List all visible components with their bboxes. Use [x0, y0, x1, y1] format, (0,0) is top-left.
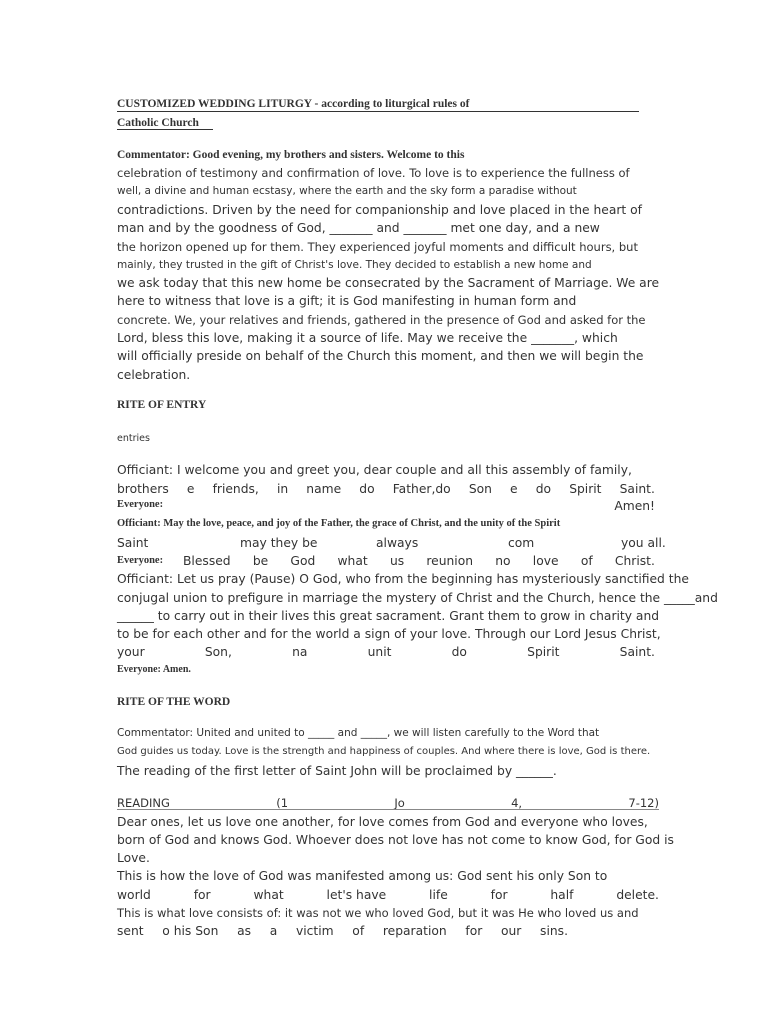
- commentator-united: Commentator: United and united to _____ and _____, we will listen carefully to the Word that: [117, 727, 600, 739]
- intro-line-6: mainly, they trusted in the gift of Christ's love. They decided to establish a new home and: [117, 259, 592, 271]
- intro-line-2: well, a divine and human ecstasy, where the earth and the sky form a paradise without: [117, 185, 577, 197]
- heading-rite-of-entry: RITE OF ENTRY: [117, 399, 207, 411]
- reading-line-2: born of God and knows God. Whoever does not love has not come to know God, for God is: [117, 833, 674, 847]
- subtitle-underline: [117, 129, 213, 130]
- reading-line-3: Love.: [117, 851, 150, 865]
- pray-line-2: conjugal union to prefigure in marriage the mystery of Christ and the Church, hence the _____and: [117, 591, 718, 605]
- reading-underline: [117, 809, 659, 810]
- officiant-love: Officiant: May the love, peace, and joy of the Father, the grace of Christ, and the unity of the Spirit: [117, 518, 561, 529]
- entries-label: entries: [117, 433, 150, 444]
- reading-proclaimed: The reading of the first letter of Saint John will be proclaimed by ______.: [117, 764, 557, 778]
- heading-rite-of-the-word: RITE OF THE WORD: [117, 696, 231, 708]
- intro-line-11: will officially preside on behalf of the Church this moment, and then we will begin the: [117, 349, 644, 363]
- love-consists: This is what love consists of: it was not we who loved God, but it was He who loved us and: [117, 906, 639, 920]
- document-page: CUSTOMIZED WEDDING LITURGY - according to liturgical rules of Catholic Church Commentator: Good evening, my brothers and sisters. Welcome to this celebration of testimony and confirmation of love. To love is to experience the fullness of well, a divine and human ecstasy, where the earth and the sky form a paradise without contradictions. Driven by the need for companionship and love placed in the heart of man and by the goodness of God, _______ and _______ met one day, and a new the horizon opened up for them. They experienced joyful moments and difficult hours, but mainly, they trusted in the gift of Christ's love. They decided to establish a new home and we ask today that this new home be consecrated by the Sacrament of Marriage. We are here to witness that love is a gift; it is God manifesting in human form and concrete. We, your relatives and friends, gathered in the presence of God and asked for the Lord, bless this love, making it a source of life. May we receive the _______, which will officially preside on behalf of the Church this moment, and then we will begin the celebration. RITE OF ENTRY entries Officiant: I welcome you and greet you, dear couple and all this assembly of family, brothers e friends, in name do Father,do Son e do Spirit Saint. Everyone: Amen! Officiant: May the love, peace, and joy of the Father, the grace of Christ, and the unity of the Spirit Saint may they be always com you all. Everyone: Blessed be God what us reunion no love of Christ. Officiant: Let us pray (Pause) O God, who from the beginning has mysteriously sanctified the conjugal union to prefigure in marriage the mystery of Christ and the Church, hence the _____and ______ to carry out in their lives this great sacrament. Grant them to grow in charity and to be for each other and for the world a sign of your love. Through our Lord Jesus Christ, your Son, na unit do Spirit Saint. Everyone: Amen. RITE OF THE WORD Commentator: United and united to _____ and _____, we will listen carefully to the Word that God guides us today. Love is the strength and happiness of couples. And where there is love, God is there. The reading of the first letter of Saint John will be proclaimed by ______. READING (1 Jo 4, 7-12) Dear ones, let us love one another, for love comes from God and everyone who loves, born of God and knows God. Whoever does not love has not come to know God, for God is Love. This is how the love of God was manifested among us: God sent his only Son to world for what let's have life for half delete. This is what love consists of: it was not we who loved God, but it was He who loved us and sent o his Son as a victim of reparation for our sins.: [117, 98, 718, 938]
- everyone-label: Everyone:: [117, 499, 164, 510]
- intro-line-12: celebration.: [117, 368, 191, 382]
- reading-line-4: This is how the love of God was manifested among us: God sent his only Son to: [117, 869, 608, 883]
- title-line-1: CUSTOMIZED WEDDING LITURGY - according to liturgical rules of: [117, 98, 470, 110]
- intro-line-4: man and by the goodness of God, _______ and _______ met one day, and a new: [117, 221, 600, 235]
- intro-line-8: here to witness that love is a gift; it is God manifesting in human form and: [117, 294, 577, 308]
- officiant-welcome: Officiant: I welcome you and greet you, dear couple and all this assembly of family,: [117, 463, 632, 477]
- your-son-line: your Son, na unit do Spirit Saint.: [117, 645, 655, 659]
- document-title: [117, 98, 469, 110]
- reading-reference: READING (1 Jo 4, 7-12): [117, 796, 659, 810]
- intro-line-9: concrete. We, your relatives and friends, gathered in the presence of God and asked for the: [117, 313, 646, 327]
- pray-line-3: ______ to carry out in their lives this great sacrament. Grant them to grow in charity and: [117, 609, 660, 623]
- pray-line-4: to be for each other and for the world a sign of your love. Through our Lord Jesus Christ,: [117, 627, 661, 641]
- title-line-2: Catholic Church: [117, 117, 199, 129]
- everyone-amen: Everyone: Amen.: [117, 664, 191, 675]
- welcome-line-2: brothers e friends, in name do Father,do Son e do Spirit Saint.: [117, 482, 655, 496]
- document-subtitle: [117, 117, 199, 129]
- intro-line-1: celebration of testimony and confirmation of love. To love is to experience the fullness of: [117, 166, 630, 180]
- commentator-intro: Commentator: Good evening, my brothers and sisters. Welcome to this: [117, 149, 465, 161]
- sent-line: sent o his Son as a victim of reparation for our sins.: [117, 924, 568, 938]
- intro-line-5: the horizon opened up for them. They experienced joyful moments and difficult hours, but: [117, 240, 638, 254]
- world-line: world for what let's have life for half delete.: [117, 888, 659, 902]
- intro-line-7: we ask today that this new home be consecrated by the Sacrament of Marriage. We are: [117, 276, 660, 290]
- god-guides: God guides us today. Love is the strength and happiness of couples. And where there is love, God is there.: [117, 746, 651, 757]
- everyone-amen-line: [117, 499, 655, 513]
- reading-line-1: Dear ones, let us love one another, for love comes from God and everyone who loves,: [117, 815, 648, 829]
- amen-exclaim: Amen!: [614, 499, 655, 513]
- title-underline: [117, 111, 639, 112]
- intro-line-10: Lord, bless this love, making it a source of life. May we receive the _______, which: [117, 331, 618, 345]
- intro-line-3: contradictions. Driven by the need for companionship and love placed in the heart of: [117, 203, 643, 217]
- officiant-pray: Officiant: Let us pray (Pause) O God, who from the beginning has mysteriously sanctified the: [117, 572, 689, 586]
